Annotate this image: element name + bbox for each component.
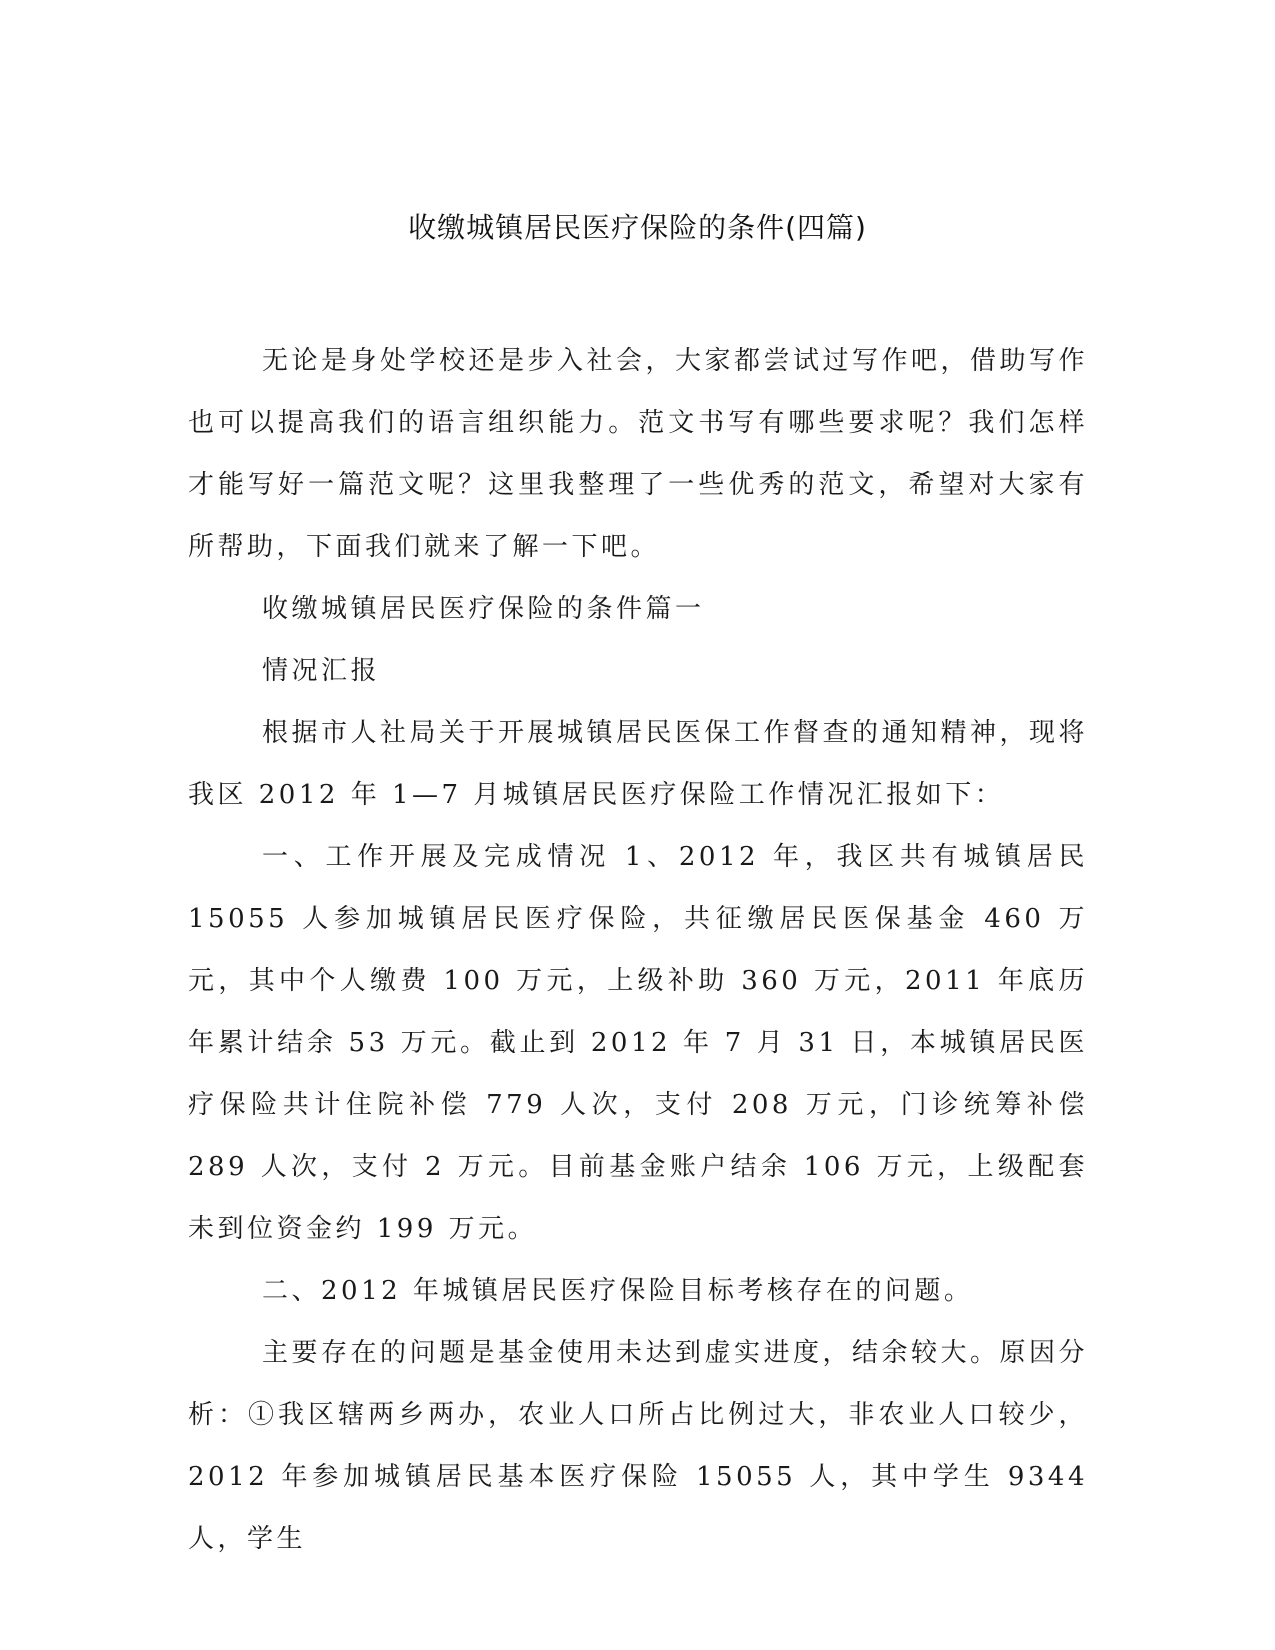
subheading: 情况汇报 xyxy=(262,656,381,686)
document-title: 收缴城镇居民医疗保险的条件(四篇) xyxy=(408,211,867,244)
body-paragraph: 主要存在的问题是基金使用未达到虚实进度，结余较大。原因分析：①我区辖两乡两办，农业人口所占比例过大，非农业人口较少，2012 年参加城镇居民基本医疗保险 15055 人，其中学生 9344 人，学生 xyxy=(188,1338,1089,1554)
body-paragraph: 一、工作开展及完成情况 1、2012 年，我区共有城镇居民 15055 人参加城镇居民医疗保险，共征缴居民医保基金 460 万元，其中个人缴费 100 万元，上级补助 360 万元，2011 年底历年累计结余 53 万元。截止到 2012 年 7 月 31 日，本城镇居民医疗保险共计住院补偿 779 人次，支付 208 万元，门诊统筹补偿 289 人次，支付 2 万元。目前基金账户结余 106 万元，上级配套未到位资金约 199 万元。 xyxy=(188,842,1088,1244)
document-body xyxy=(188,330,1088,1570)
body-paragraph: 根据市人社局关于开展城镇居民医保工作督查的通知精神，现将我区 2012 年 1—7 月城镇居民医疗保险工作情况汇报如下： xyxy=(188,718,1089,810)
intro-paragraph: 无论是身处学校还是步入社会，大家都尝试过写作吧，借助写作也可以提高我们的语言组织能力。范文书写有哪些要求呢？我们怎样才能写好一篇范文呢？这里我整理了一些优秀的范文，希望对大家有所帮助，下面我们就来了解一下吧。 xyxy=(188,346,1089,562)
section-heading: 收缴城镇居民医疗保险的条件篇一 xyxy=(262,594,705,624)
body-paragraph: 二、2012 年城镇居民医疗保险目标考核存在的问题。 xyxy=(262,1276,974,1306)
